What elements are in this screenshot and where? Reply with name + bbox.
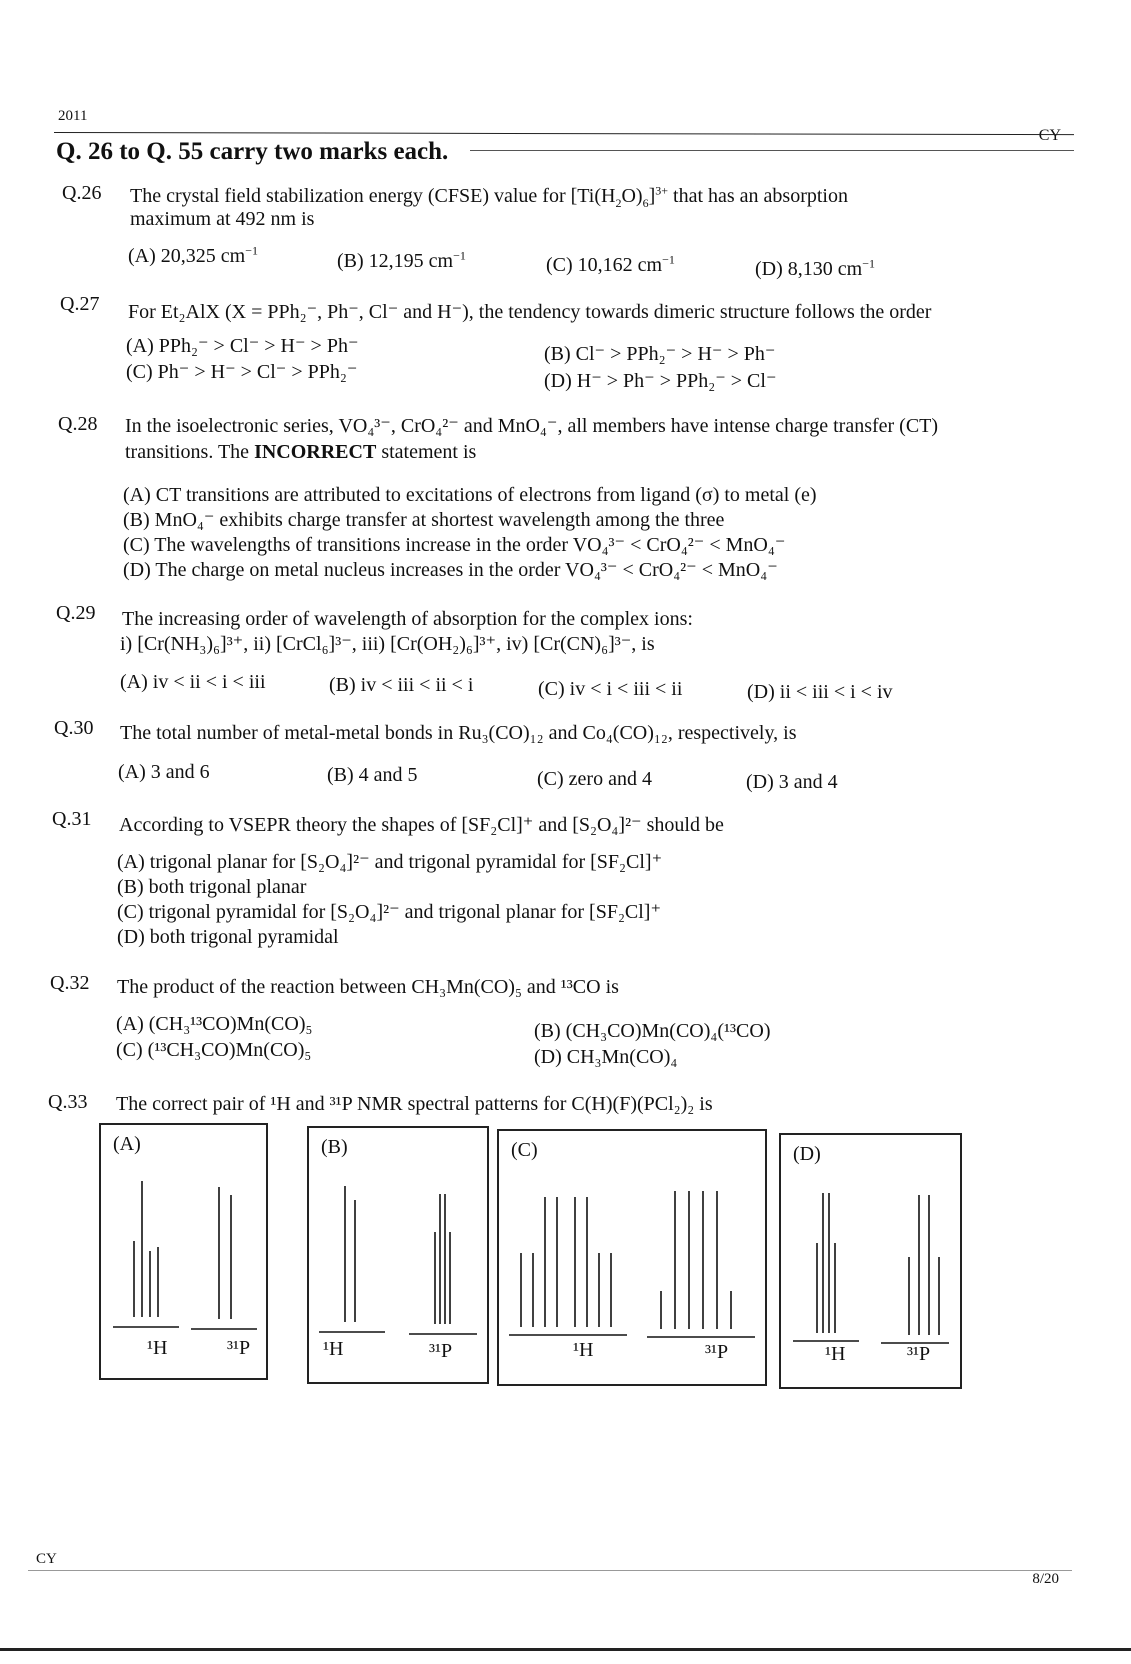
spectrum-d-h-label: ¹H	[825, 1343, 846, 1365]
q26-option-d[interactable]: (D) 8,130 $cm^{-1}$	[755, 256, 875, 280]
q28-option-d[interactable]: (D) The charge on metal nucleus increases in the order VO₄³⁻ < CrO₄²⁻ < MnO₄⁻	[123, 559, 778, 581]
q28-option-c[interactable]: (C) The wavelengths of transitions increase in the order VO₄³⁻ < CrO₄²⁻ < MnO₄⁻	[123, 534, 786, 556]
q31-option-c[interactable]: (C) trigonal pyramidal for [S₂O₄]²⁻ and trigonal planar for [SF₂Cl]⁺	[117, 901, 662, 923]
exam-year: 2011	[58, 108, 88, 124]
spectrum-a-p-label: ³¹P	[227, 1337, 251, 1359]
q28-text: In the isoelectronic series, VO₄³⁻, CrO₄²⁻ and MnO₄⁻, all members have intense charge transfer (CT)	[125, 415, 939, 437]
q26-option-c[interactable]: (C) 10,162 $cm^{-1}$	[546, 252, 675, 276]
footer-subject-code: CY	[36, 1551, 57, 1567]
q31-text: According to VSEPR theory the shapes of [SF₂Cl]⁺ and [S₂O₄]²⁻ should be	[119, 814, 724, 836]
q31-option-d[interactable]: (D) both trigonal pyramidal	[117, 926, 339, 948]
q29-option-c[interactable]: (C) iv < i < iii < ii	[538, 678, 683, 700]
q30-text: The total number of metal-metal bonds in Ru₃(CO)₁₂ and Co₄(CO)₁₂, respectively, is	[120, 722, 797, 744]
section-title: Q. 26 to Q. 55 carry two marks each.	[56, 138, 449, 165]
q26-text-line2: maximum at 492 nm is	[130, 208, 315, 230]
spectrum-b-label: (B)	[321, 1136, 348, 1158]
q26-number: Q.26	[62, 182, 102, 204]
spectrum-d-label: (D)	[793, 1143, 821, 1165]
spectrum-option-a[interactable]	[99, 1123, 268, 1380]
q33-number: Q.33	[48, 1091, 88, 1113]
spectrum-option-c[interactable]	[497, 1129, 767, 1386]
header-rule	[54, 132, 1074, 135]
q29-text: The increasing order of wavelength of absorption for the complex ions:	[122, 608, 693, 630]
spectrum-d-p-label: ³¹P	[907, 1343, 931, 1365]
q30-option-a[interactable]: (A) 3 and 6	[118, 761, 210, 783]
q27-option-c[interactable]: (C) Ph⁻ > H⁻ > Cl⁻ > PPh₂⁻	[126, 361, 358, 383]
q29-option-b[interactable]: (B) iv < iii < ii < i	[329, 674, 474, 696]
q26-text: The crystal field stabilization energy (CFSE) value for $[Ti(H_2O)_6]^{3+}$ that has an absorption	[130, 183, 848, 210]
spectrum-option-d[interactable]	[779, 1133, 962, 1389]
spectrum-c-label: (C)	[511, 1139, 538, 1161]
q31-number: Q.31	[52, 808, 92, 830]
spectrum-b-h-label: ¹H	[323, 1338, 344, 1360]
q31-option-b[interactable]: (B) both trigonal planar	[117, 876, 307, 898]
q28-number: Q.28	[58, 413, 98, 435]
q30-option-b[interactable]: (B) 4 and 5	[327, 764, 418, 786]
spectrum-c-h-label: ¹H	[573, 1339, 594, 1361]
q27-number: Q.27	[60, 293, 100, 315]
q28-option-a[interactable]: (A) CT transitions are attributed to excitations of electrons from ligand (σ) to metal (e)	[123, 484, 817, 506]
q32-text: The product of the reaction between CH₃Mn(CO)₅ and ¹³CO is	[117, 976, 619, 998]
q27-text: For Et₂AlX (X = PPh₂⁻, Ph⁻, Cl⁻ and H⁻), the tendency towards dimeric structure follows the order	[128, 301, 932, 323]
spectrum-c-p-label: ³¹P	[705, 1341, 729, 1363]
q30-option-d[interactable]: (D) 3 and 4	[746, 771, 838, 793]
q30-number: Q.30	[54, 717, 94, 739]
q30-option-c[interactable]: (C) zero and 4	[537, 768, 652, 790]
q29-option-d[interactable]: (D) ii < iii < i < iv	[747, 681, 893, 703]
q27-option-d[interactable]: (D) H⁻ > Ph⁻ > PPh₂⁻ > Cl⁻	[544, 370, 777, 392]
spectrum-b-p-label: ³¹P	[429, 1340, 453, 1362]
q31-option-a[interactable]: (A) trigonal planar for [S₂O₄]²⁻ and trigonal pyramidal for [SF₂Cl]⁺	[117, 851, 663, 873]
q32-option-b[interactable]: (B) (CH₃CO)Mn(CO)₄(¹³CO)	[534, 1020, 771, 1042]
q27-option-a[interactable]: (A) PPh₂⁻ > Cl⁻ > H⁻ > Ph⁻	[126, 335, 359, 357]
q33-text: The correct pair of ¹H and ³¹P NMR spectral patterns for C(H)(F)(PCl₂)₂ is	[116, 1093, 713, 1115]
q32-option-d[interactable]: (D) CH₃Mn(CO)₄	[534, 1046, 678, 1068]
q28-text-line2: transitions. The INCORRECT statement is	[125, 441, 477, 463]
q28-option-b[interactable]: (B) MnO₄⁻ exhibits charge transfer at shortest wavelength among the three	[123, 509, 725, 531]
spectrum-d-plot	[781, 1135, 960, 1387]
spectrum-option-b[interactable]	[307, 1126, 489, 1384]
q29-option-a[interactable]: (A) iv < ii < i < iii	[120, 671, 266, 693]
q32-number: Q.32	[50, 972, 90, 994]
footer-rule	[28, 1570, 1072, 1571]
page-number: 8/20	[1032, 1571, 1059, 1587]
q32-option-c[interactable]: (C) (¹³CH₃CO)Mn(CO)₅	[116, 1039, 312, 1061]
page-bottom-edge	[0, 1648, 1131, 1651]
q27-option-b[interactable]: (B) Cl⁻ > PPh₂⁻ > H⁻ > Ph⁻	[544, 343, 776, 365]
subject-code: CY	[1038, 127, 1061, 144]
q26-option-b[interactable]: (B) 12,195 $cm^{-1}$	[337, 248, 466, 272]
q32-option-a[interactable]: (A) (CH₃¹³CO)Mn(CO)₅	[116, 1013, 313, 1035]
q29-text-line2: i) [Cr(NH₃)₆]³⁺, ii) [CrCl₆]³⁻, iii) [Cr(OH₂)₆]³⁺, iv) [Cr(CN)₆]³⁻, is	[120, 633, 655, 655]
spectrum-a-label: (A)	[113, 1133, 141, 1155]
spectrum-a-h-label: ¹H	[147, 1337, 168, 1359]
q26-option-a[interactable]: (A) 20,325 $cm^{-1}$	[128, 243, 258, 267]
header-rule-secondary	[470, 150, 1074, 151]
q29-number: Q.29	[56, 602, 96, 624]
